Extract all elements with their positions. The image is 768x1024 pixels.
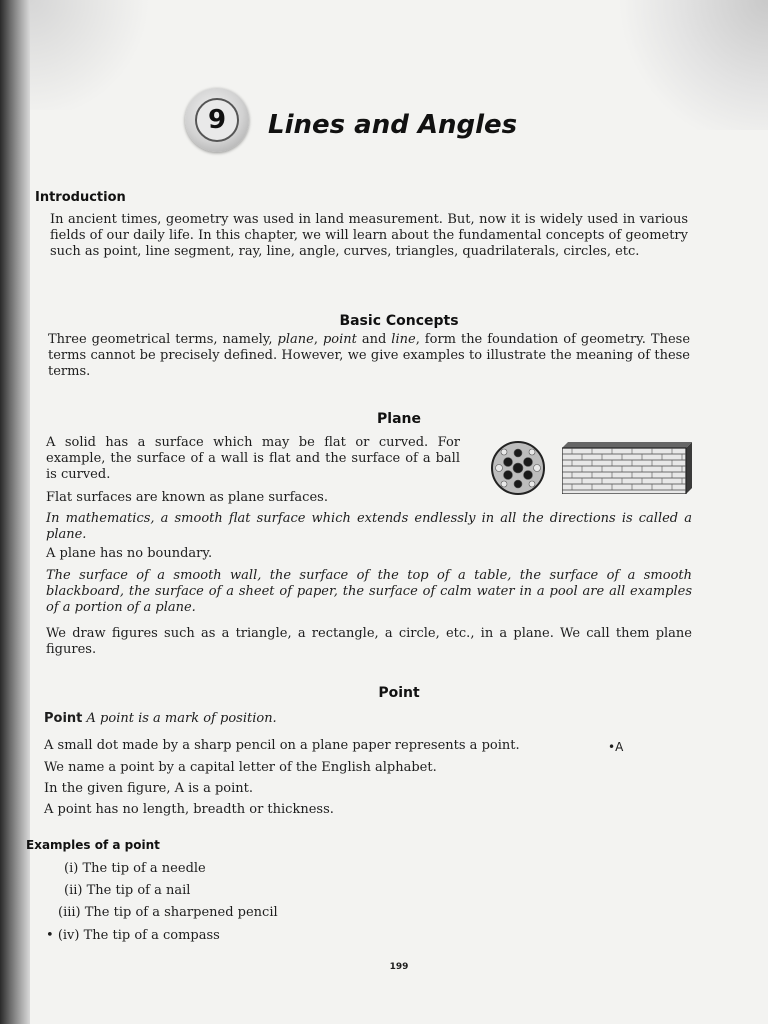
list-item: • (iv) The tip of a compass [46, 928, 220, 943]
plane-paragraph-4: A plane has no boundary. [46, 546, 213, 561]
point-paragraph-4: A point has no length, breadth or thickness. [44, 802, 334, 817]
point-paragraph-1: A small dot made by a sharp pencil on a plane paper represents a point. [44, 738, 520, 753]
textbook-page [26, 0, 768, 1024]
plane-heading: Plane [377, 411, 421, 427]
point-figure-label: A [615, 740, 624, 754]
plane-paragraph-1: A solid has a surface which may be flat or curved. For example, the surface of a wall is flat and the surface of a ball is curved. [46, 435, 460, 482]
chapter-title: Lines and Angles [268, 110, 518, 140]
point-figure [608, 740, 623, 754]
point-paragraph-3: In the given figure, A is a point. [44, 781, 254, 796]
plane-paragraph-5: The surface of a smooth wall, the surface of the top of a table, the surface of a smooth blackboard, the surface of a sheet of paper, the surface of calm water in a pool are all examples of a portion of a plane. [46, 568, 692, 615]
plane-paragraph-6: We draw figures such as a triangle, a rectangle, a circle, etc., in a plane. We call them plane figures. [46, 626, 692, 657]
page-number: 199 [389, 962, 409, 972]
chapter-number: 9 [195, 98, 239, 142]
brick-wall-figure [562, 442, 692, 494]
list-item: (iii) The tip of a sharpened pencil [58, 905, 278, 920]
point-dot-icon: • [608, 740, 616, 754]
point-paragraph-2: We name a point by a capital letter of the English alphabet. [44, 760, 437, 775]
introduction-heading: Introduction [35, 190, 126, 205]
plane-definition: In mathematics, a smooth flat surface which extends endlessly in all the directions is called a plane. [46, 511, 692, 542]
point-heading: Point [378, 685, 420, 701]
list-item: (i) The tip of a needle [64, 861, 206, 876]
plane-paragraph-2: Flat surfaces are known as plane surfaces. [46, 490, 328, 505]
list-item: (ii) The tip of a nail [64, 883, 191, 898]
point-definition: Point A point is a mark of position. [44, 711, 277, 726]
examples-heading: Examples of a point [26, 838, 160, 852]
point-definition-label: Point [44, 711, 83, 726]
ball-figure [490, 440, 546, 496]
chapter-number-badge [185, 88, 249, 152]
term-plane: plane [277, 332, 314, 347]
basic-concepts-paragraph: Three geometrical terms, namely, plane, point and line, form the foundation of geometry. These terms cannot be precisely defined. However, we give examples to illustrate the meaning of these terms. [48, 332, 691, 379]
bullet-icon: • [46, 928, 58, 943]
book-spine-shadow [0, 0, 30, 1024]
term-line: line [391, 332, 416, 347]
term-point: point [322, 332, 357, 347]
introduction-paragraph: In ancient times, geometry was used in land measurement. But, now it is widely used in various fields of our daily life. In this chapter, we will learn about the fundamental concepts of geometry such as point, line segment, ray, line, angle, curves, triangles, quadrilaterals, circles, etc. [50, 212, 688, 259]
basic-concepts-heading: Basic Concepts [339, 313, 459, 329]
